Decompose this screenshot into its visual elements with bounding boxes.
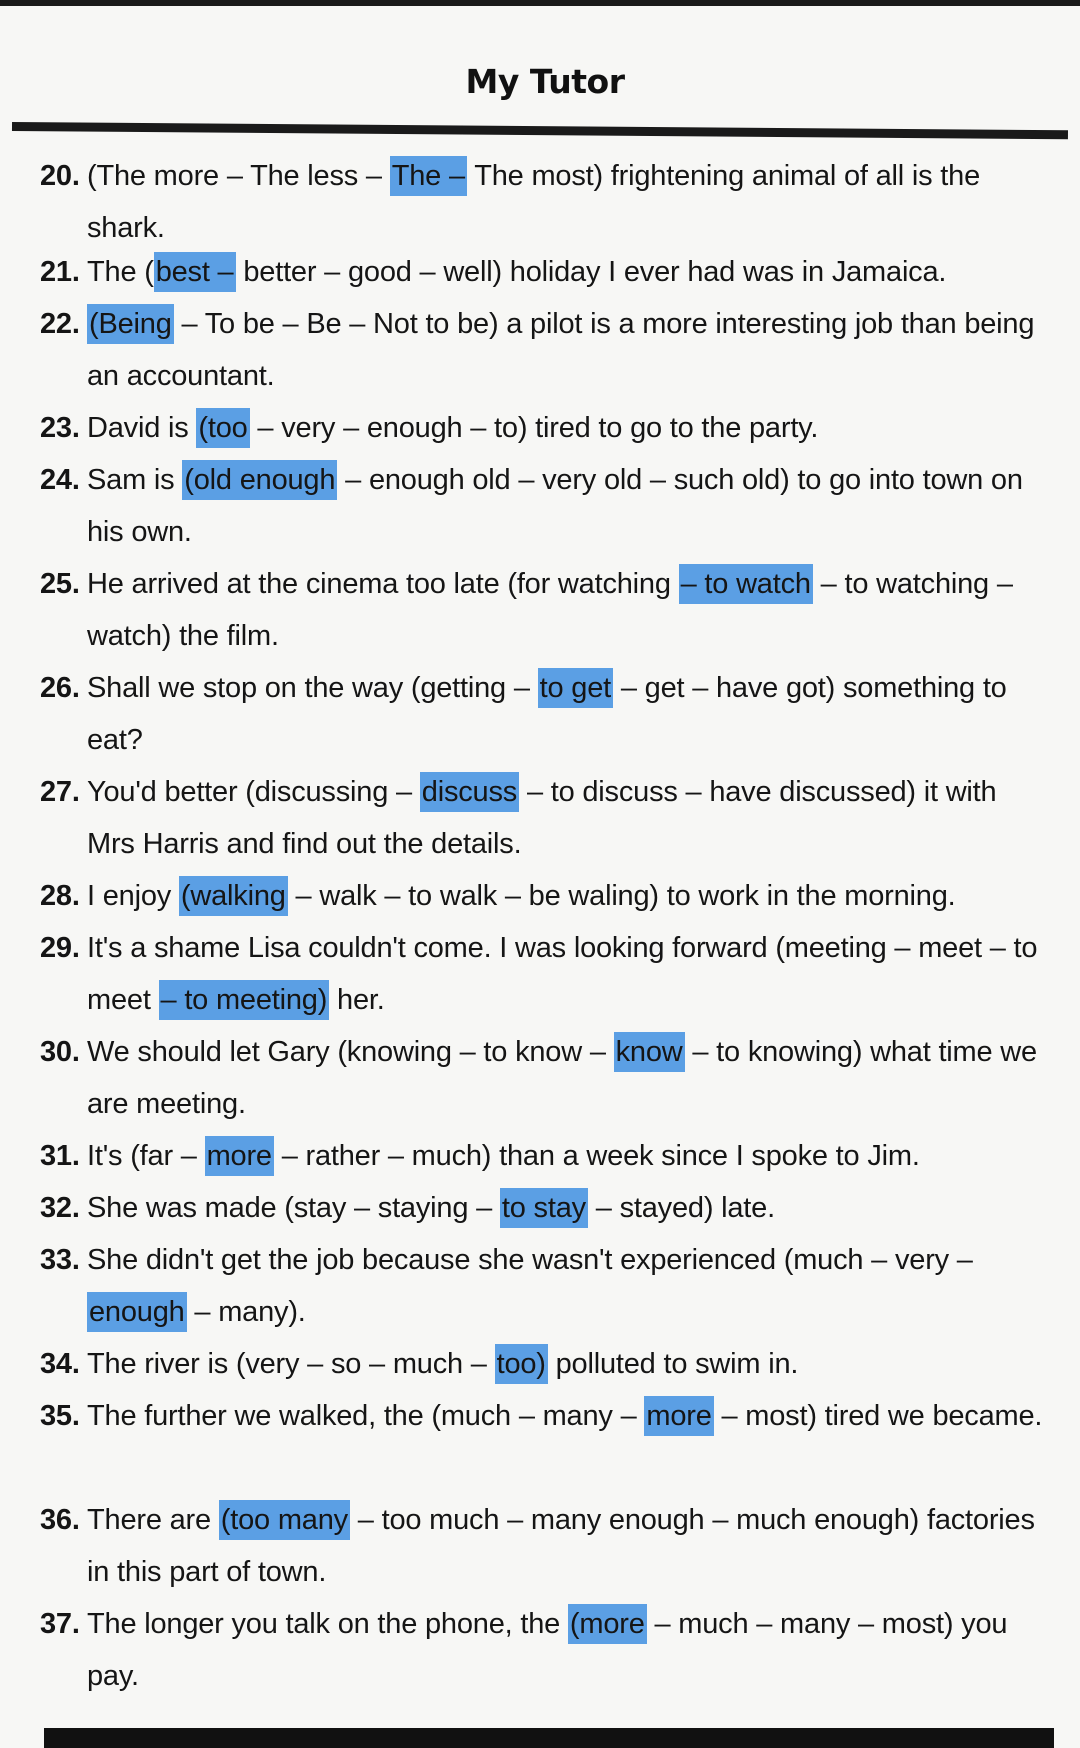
question-number: 31. (40, 1140, 80, 1172)
highlighted-answer: discuss (420, 772, 519, 812)
question-26 (40, 662, 1050, 766)
question-number: 23. (40, 412, 80, 444)
question-32 (40, 1182, 1050, 1234)
question-text: (Being – To be – Be – Not to be) a pilot is a more interesting job than being an accountant. (40, 298, 1050, 402)
question-text: I enjoy (walking – walk – to walk – be waling) to work in the morning. (40, 870, 1050, 922)
highlighted-answer: best – (154, 252, 236, 292)
question-text: David is (too – very – enough – to) tired to go to the party. (40, 402, 1050, 454)
highlighted-answer: (old enough (182, 460, 337, 500)
highlighted-answer: (too many (219, 1500, 350, 1540)
question-text: The river is (very – so – much – too) polluted to swim in. (40, 1338, 1050, 1390)
question-20 (40, 150, 1050, 254)
question-24 (40, 454, 1050, 558)
highlighted-answer: The – (390, 156, 467, 196)
question-31 (40, 1130, 1050, 1182)
highlighted-answer: more (205, 1136, 274, 1176)
question-text: Shall we stop on the way (getting – to get – get – have got) something to eat? (40, 662, 1050, 766)
question-22 (40, 298, 1050, 402)
top-edge (0, 0, 1080, 6)
question-number: 37. (40, 1608, 80, 1640)
question-33 (40, 1234, 1050, 1338)
question-text: The longer you talk on the phone, the (more – much – many – most) you pay. (40, 1598, 1050, 1702)
question-text: There are (too many – too much – many enough – much enough) factories in this part of town. (40, 1494, 1050, 1598)
question-text: Sam is (old enough – enough old – very old – such old) to go into town on his own. (40, 454, 1050, 558)
question-30 (40, 1026, 1050, 1130)
question-number: 21. (40, 256, 80, 288)
question-36 (40, 1494, 1050, 1598)
question-number: 29. (40, 932, 80, 964)
question-number: 32. (40, 1192, 80, 1224)
question-23 (40, 402, 1050, 454)
question-text: You'd better (discussing – discuss – to discuss – have discussed) it with Mrs Harris and find out the details. (40, 766, 1050, 870)
question-34 (40, 1338, 1050, 1390)
question-37 (40, 1598, 1050, 1702)
highlighted-answer: (more (568, 1604, 647, 1644)
question-number: 36. (40, 1504, 80, 1536)
question-text: (The more – The less – The – The most) frightening animal of all is the shark. (40, 150, 1050, 254)
highlighted-answer: to stay (500, 1188, 588, 1228)
question-text: The further we walked, the (much – many – more – most) tired we became. (40, 1390, 1050, 1442)
question-text: We should let Gary (knowing – to know – know – to knowing) what time we are meeting. (40, 1026, 1050, 1130)
page-header-title: My Tutor (465, 62, 625, 101)
question-35 (40, 1390, 1050, 1442)
question-21 (40, 246, 1050, 298)
question-number: 30. (40, 1036, 80, 1068)
question-28 (40, 870, 1050, 922)
question-number: 33. (40, 1244, 80, 1276)
question-25 (40, 558, 1050, 662)
highlighted-answer: more (644, 1396, 713, 1436)
question-number: 24. (40, 464, 80, 496)
question-number: 25. (40, 568, 80, 600)
highlighted-answer: (Being (87, 304, 174, 344)
question-number: 27. (40, 776, 80, 808)
question-text: She was made (stay – staying – to stay – stayed) late. (40, 1182, 1050, 1234)
question-text: It's a shame Lisa couldn't come. I was looking forward (meeting – meet – to meet – to meeting) her. (40, 922, 1050, 1026)
highlighted-answer: enough (87, 1292, 187, 1332)
highlighted-answer: to get (538, 668, 613, 708)
bottom-rule (44, 1728, 1054, 1748)
highlighted-answer: – to watch (679, 564, 813, 604)
question-27 (40, 766, 1050, 870)
highlighted-answer: (too (196, 408, 249, 448)
question-29 (40, 922, 1050, 1026)
highlighted-answer: know (614, 1032, 685, 1072)
question-text: The (best – better – good – well) holiday I ever had was in Jamaica. (40, 246, 1050, 298)
question-number: 22. (40, 308, 80, 340)
question-text: It's (far – more – rather – much) than a week since I spoke to Jim. (40, 1130, 1050, 1182)
question-number: 28. (40, 880, 80, 912)
question-number: 26. (40, 672, 80, 704)
question-text: He arrived at the cinema too late (for watching – to watch – to watching – watch) the film. (40, 558, 1050, 662)
question-number: 20. (40, 160, 80, 192)
question-number: 34. (40, 1348, 80, 1380)
header-rule (12, 122, 1068, 139)
question-number: 35. (40, 1400, 80, 1432)
highlighted-answer: (walking (179, 876, 288, 916)
question-text: She didn't get the job because she wasn't experienced (much – very – enough – many). (40, 1234, 1050, 1338)
highlighted-answer: too) (495, 1344, 548, 1384)
highlighted-answer: – to meeting) (159, 980, 330, 1020)
